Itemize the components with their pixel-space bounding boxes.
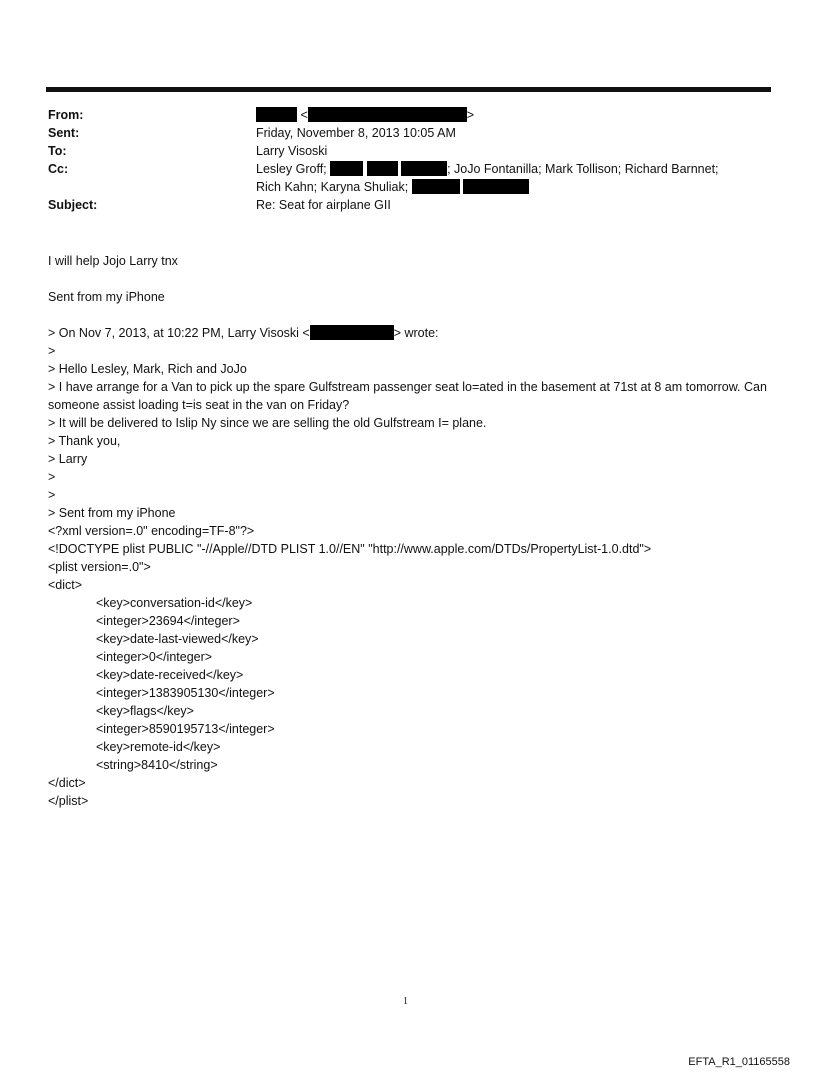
dict-line: <key>date-received</key> [96, 668, 244, 682]
from-close-bracket: > [466, 108, 475, 122]
dict-line: <integer>23694</integer> [96, 614, 240, 628]
xml-line: <!DOCTYPE plist PUBLIC "-//Apple//DTD PLIST 1.0//EN" "http://www.apple.com/DTDs/PropertyList-1.0.dtd"> [48, 542, 652, 556]
dict-line: <integer>1383905130</integer> [96, 686, 275, 700]
subject-value: Re: Seat for airplane GII [256, 198, 391, 212]
quoted-line: > Larry [48, 452, 88, 466]
redaction-block [412, 179, 460, 194]
reply-text: I will help Jojo Larry tnx [48, 254, 178, 268]
signature-text: Sent from my iPhone [48, 290, 165, 304]
xml-line: <?xml version=.0" encoding=TF-8"?> [48, 524, 255, 538]
cc-value [256, 160, 756, 196]
from-row [48, 106, 778, 124]
redaction-block [330, 161, 363, 176]
xml-line: <plist version=.0"> [48, 560, 151, 574]
email-body [48, 252, 768, 810]
quoted-line: > [48, 488, 56, 502]
redaction-block [308, 107, 467, 122]
xml-closing-line: </plist> [48, 794, 89, 808]
cc-label: Cc: [48, 162, 69, 176]
cc-part-3: Rich Kahn; Karyna Shuliak; [256, 180, 409, 194]
to-row [48, 142, 778, 160]
redaction-block [256, 107, 297, 122]
quoted-line: > [48, 470, 56, 484]
quoted-line: > Sent from my iPhone [48, 506, 176, 520]
dict-line: <key>flags</key> [96, 704, 194, 718]
quote-intro [48, 324, 768, 342]
redaction-block [310, 325, 394, 340]
dict-line: <key>date-last-viewed</key> [96, 632, 259, 646]
to-label: To: [48, 144, 67, 158]
quoted-line: > It will be delivered to Islip Ny since we are selling the old Gulfstream I= plane. [48, 416, 487, 430]
from-label: From: [48, 108, 84, 122]
quoted-line: > Thank you, [48, 434, 121, 448]
xml-line: <dict> [48, 578, 83, 592]
document-id: EFTA_R1_01165558 [688, 1056, 790, 1068]
quoted-line: > [48, 344, 56, 358]
dict-line: <key>conversation-id</key> [96, 596, 253, 610]
cc-part-1: Lesley Groff; [256, 162, 327, 176]
subject-label: Subject: [48, 198, 98, 212]
quoted-line: > I have arrange for a Van to pick up the spare Gulfstream passenger seat lo=ated in the basement at 71st at 8 am tomorrow. Can someone assist loading t=is seat in the van on Friday? [48, 380, 767, 412]
xml-closing-line: </dict> [48, 776, 86, 790]
email-header [48, 106, 778, 214]
quote-intro-before: > On Nov 7, 2013, at 10:22 PM, Larry Visoski < [48, 326, 310, 340]
page-number: 1 [403, 996, 408, 1007]
redaction-block [401, 161, 447, 176]
cc-part-2: ; JoJo Fontanilla; Mark Tollison; Richard Barnnet; [447, 162, 719, 176]
dict-line: <string>8410</string> [96, 758, 218, 772]
cc-row [48, 160, 778, 196]
from-open-bracket: < [300, 108, 308, 122]
header-rule [46, 87, 771, 92]
sent-row [48, 124, 778, 142]
quoted-line: > Hello Lesley, Mark, Rich and JoJo [48, 362, 247, 376]
dict-line: <integer>0</integer> [96, 650, 213, 664]
sent-value: Friday, November 8, 2013 10:05 AM [256, 126, 456, 140]
sent-label: Sent: [48, 126, 80, 140]
subject-row [48, 196, 778, 214]
redaction-block [367, 161, 398, 176]
redaction-block [463, 179, 529, 194]
dict-line: <key>remote-id</key> [96, 740, 221, 754]
dict-line: <integer>8590195713</integer> [96, 722, 275, 736]
to-value: Larry Visoski [256, 144, 328, 158]
quote-intro-after: > wrote: [393, 326, 439, 340]
from-value [256, 106, 756, 124]
